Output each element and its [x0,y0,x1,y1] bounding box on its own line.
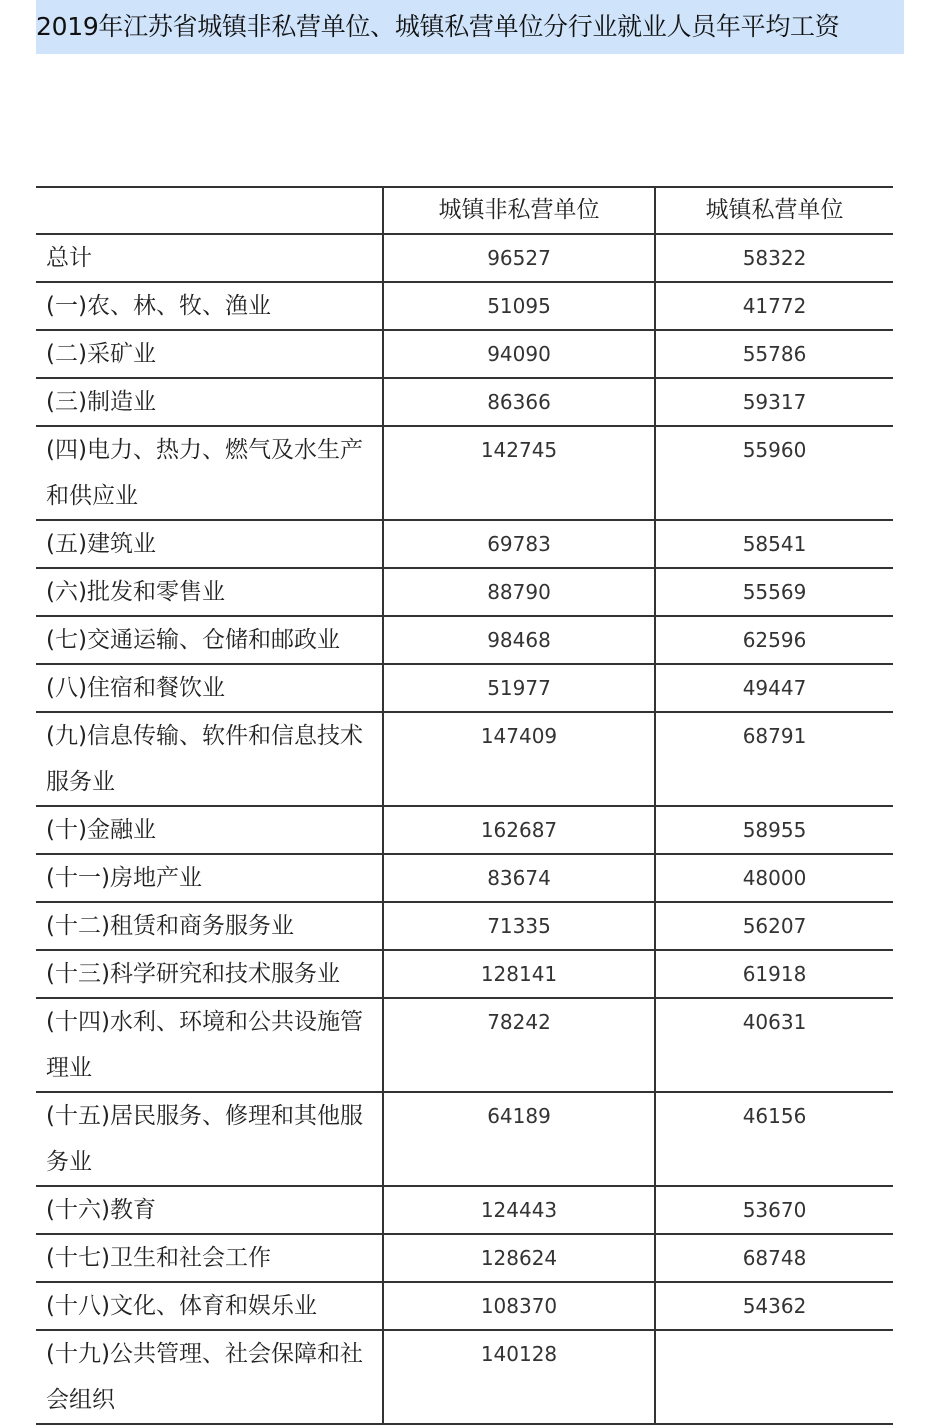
private-wage-cell: 62596 [655,616,893,664]
nonprivate-wage-cell: 69783 [383,520,655,568]
nonprivate-wage-cell: 86366 [383,378,655,426]
header-industry [36,187,383,234]
table-row [36,806,893,854]
private-wage-cell: 61918 [655,950,893,998]
industry-name-cell: (十八)文化、体育和娱乐业 [36,1282,383,1330]
industry-name-cell: (十五)居民服务、修理和其他服务业 [36,1092,383,1186]
industry-name-cell: (五)建筑业 [36,520,383,568]
table-row [36,282,893,330]
nonprivate-wage-cell: 140128 [383,1330,655,1424]
industry-name-cell: (十二)租赁和商务服务业 [36,902,383,950]
private-wage-cell: 49447 [655,664,893,712]
table-row [36,330,893,378]
nonprivate-wage-cell: 128624 [383,1234,655,1282]
table-row [36,664,893,712]
private-wage-cell: 58541 [655,520,893,568]
private-wage-cell: 58322 [655,234,893,282]
table-header-row [36,187,893,234]
nonprivate-wage-cell: 94090 [383,330,655,378]
header-private: 城镇私营单位 [655,187,893,234]
table-row [36,1282,893,1330]
industry-name-cell: (十一)房地产业 [36,854,383,902]
nonprivate-wage-cell: 128141 [383,950,655,998]
industry-name-cell: (十九)公共管理、社会保障和社会组织 [36,1330,383,1424]
table-row [36,712,893,806]
table-row [36,854,893,902]
private-wage-cell: 40631 [655,998,893,1092]
table-row [36,616,893,664]
table-row [36,426,893,520]
nonprivate-wage-cell: 98468 [383,616,655,664]
industry-name-cell: (二)采矿业 [36,330,383,378]
industry-name-cell: (八)住宿和餐饮业 [36,664,383,712]
wage-table [36,186,893,1425]
private-wage-cell: 55960 [655,426,893,520]
industry-name-cell: (七)交通运输、仓储和邮政业 [36,616,383,664]
private-wage-cell: 58955 [655,806,893,854]
industry-name-cell: (四)电力、热力、燃气及水生产和供应业 [36,426,383,520]
private-wage-cell: 46156 [655,1092,893,1186]
private-wage-cell: 48000 [655,854,893,902]
table-row [36,1092,893,1186]
nonprivate-wage-cell: 51095 [383,282,655,330]
table-row [36,1186,893,1234]
nonprivate-wage-cell: 78242 [383,998,655,1092]
industry-name-cell: (十六)教育 [36,1186,383,1234]
nonprivate-wage-cell: 147409 [383,712,655,806]
nonprivate-wage-cell: 108370 [383,1282,655,1330]
table-row [36,1330,893,1424]
industry-name-cell: (十三)科学研究和技术服务业 [36,950,383,998]
private-wage-cell: 59317 [655,378,893,426]
private-wage-cell: 53670 [655,1186,893,1234]
industry-name-cell: (十四)水利、环境和公共设施管理业 [36,998,383,1092]
page-title: 2019年江苏省城镇非私营单位、城镇私营单位分行业就业人员年平均工资 [36,0,904,54]
table-row [36,520,893,568]
nonprivate-wage-cell: 124443 [383,1186,655,1234]
nonprivate-wage-cell: 88790 [383,568,655,616]
nonprivate-wage-cell: 142745 [383,426,655,520]
nonprivate-wage-cell: 64189 [383,1092,655,1186]
nonprivate-wage-cell: 162687 [383,806,655,854]
industry-name-cell: (六)批发和零售业 [36,568,383,616]
nonprivate-wage-cell: 96527 [383,234,655,282]
table-row [36,998,893,1092]
private-wage-cell: 55569 [655,568,893,616]
industry-name-cell: (九)信息传输、软件和信息技术服务业 [36,712,383,806]
industry-name-cell: (三)制造业 [36,378,383,426]
private-wage-cell: 41772 [655,282,893,330]
table-row [36,568,893,616]
industry-name-cell: 总计 [36,234,383,282]
industry-name-cell: (十)金融业 [36,806,383,854]
table-row [36,378,893,426]
table-row [36,234,893,282]
private-wage-cell: 68748 [655,1234,893,1282]
private-wage-cell: 54362 [655,1282,893,1330]
nonprivate-wage-cell: 71335 [383,902,655,950]
table-row [36,902,893,950]
private-wage-cell [655,1330,893,1424]
private-wage-cell: 56207 [655,902,893,950]
nonprivate-wage-cell: 83674 [383,854,655,902]
industry-name-cell: (一)农、林、牧、渔业 [36,282,383,330]
industry-name-cell: (十七)卫生和社会工作 [36,1234,383,1282]
private-wage-cell: 68791 [655,712,893,806]
table-row [36,1234,893,1282]
header-nonprivate: 城镇非私营单位 [383,187,655,234]
private-wage-cell: 55786 [655,330,893,378]
nonprivate-wage-cell: 51977 [383,664,655,712]
table-row [36,950,893,998]
